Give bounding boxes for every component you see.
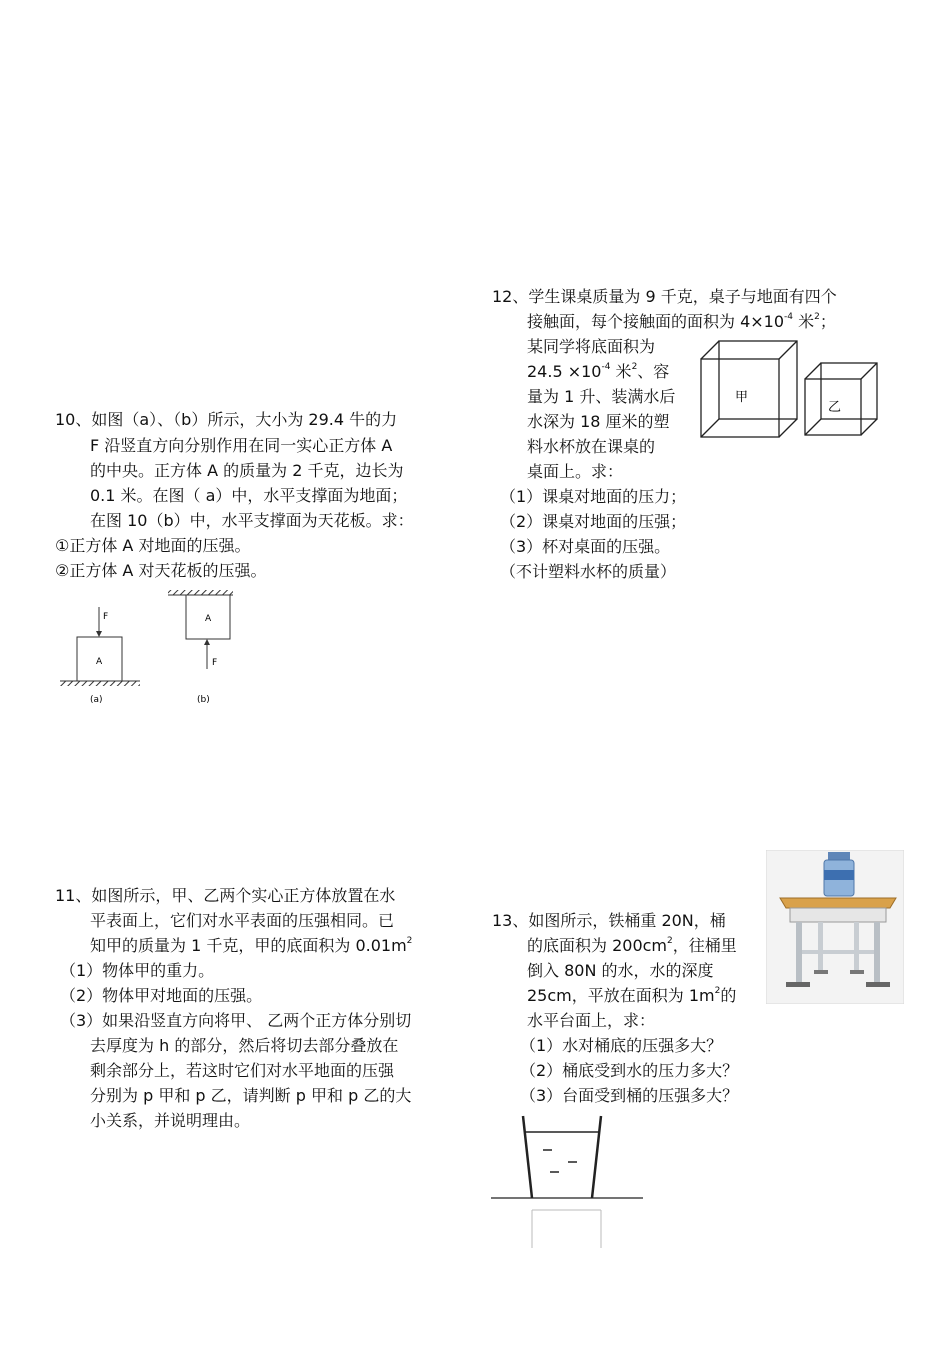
q12-line-9: （1）课桌对地面的压力；: [500, 487, 687, 506]
q12-line-1: 12、学生课桌质量为 9 千克，桌子与地面有四个: [492, 287, 837, 306]
q11-line-1: 11、如图所示，甲、乙两个实心正方体放置在水: [55, 886, 396, 905]
arrow-head-up: [204, 639, 210, 645]
q12-cubes-figure: [695, 335, 885, 445]
q11-line-6: （3）如果沿竖直方向将甲、 乙两个正方体分别切: [60, 1011, 412, 1030]
q10-figure: [55, 585, 255, 710]
q11-line-4: （1）物体甲的重力。: [60, 961, 215, 980]
q10-line-4: 0.1 米。在图（ a）中，水平支撑面为地面；: [90, 486, 408, 505]
label-a-a: A: [96, 657, 103, 667]
caption-a: (a): [90, 695, 103, 705]
q12-line-6: 水深为 18 厘米的塑: [527, 412, 670, 431]
arrow-head-down: [96, 631, 102, 637]
q10-line-3: 的中央。正方体 A 的质量为 2 千克，边长为: [90, 461, 404, 480]
q13-line-2: 的底面积为 $200cm^2$，往桶里: [527, 936, 737, 955]
q12-line-10: （2）课桌对地面的压强；: [500, 512, 687, 531]
q11-line-9: 分别为 p 甲和 p 乙，请判断 p 甲和 p 乙的大: [90, 1086, 412, 1105]
q13-line-5: 水平台面上，求：: [527, 1011, 656, 1030]
q10-line-5: 在图 10（b）中，水平支撑面为天花板。求：: [90, 511, 414, 530]
q10-line-7: ②正方体 A 对天花板的压强。: [55, 561, 267, 580]
q10-line-6: ①正方体 A 对地面的压强。: [55, 536, 251, 555]
q10-line-1: 10、如图（a）、（b）所示，大小为 29.4 牛的力: [55, 410, 398, 429]
q11-line-5: （2）物体甲对地面的压强。: [60, 986, 263, 1005]
q12-line-3: 某同学将底面积为: [527, 337, 656, 356]
q13-line-3: 倒入 80N 的水，水的深度: [527, 961, 714, 980]
bucket-left-wall: [523, 1116, 532, 1198]
q13-line-7: （2）桶底受到水的压力多大？: [520, 1061, 739, 1080]
q11-line-10: 小关系，并说明理由。: [90, 1111, 251, 1130]
q11-line-7: 去厚度为 h 的部分，然后将切去部分叠放在: [90, 1036, 399, 1055]
bucket-right-wall: [592, 1116, 601, 1198]
cube-yi: [805, 363, 877, 435]
q12-line-4: $24.5 \times 10^{-4}$ 米$^2$、容: [527, 362, 670, 381]
q11-line-3: 知甲的质量为 1 千克，甲的底面积为 $0.01m^2$: [90, 936, 413, 955]
label-a-b: A: [205, 614, 212, 624]
q13-line-6: （1）水对桶底的压强多大？: [520, 1036, 723, 1055]
q10-line-2: F 沿竖直方向分别作用在同一实心正方体 A: [90, 436, 393, 455]
q13-line-4: 25cm，平放在面积为 $1m^2$的: [527, 986, 737, 1005]
q10-figure-b: [168, 590, 233, 705]
cube-jia: [701, 341, 797, 437]
q12-line-11: （3）杯对桌面的压强。: [500, 537, 671, 556]
cube-yi-label: 乙: [828, 400, 842, 415]
q13-line-8: （3）台面受到桶的压强多大？: [520, 1086, 739, 1105]
q12-line-8: 桌面上。求：: [527, 462, 624, 481]
q13-line-1: 13、如图所示，铁桶重 20N，桶: [492, 911, 726, 930]
q11-line-8: 剩余部分上，若这时它们对水平地面的压强: [90, 1061, 395, 1080]
desk-with-bottle-photo: [766, 850, 904, 1004]
q10-figure-a: [60, 607, 140, 705]
ground-hatch: [60, 681, 140, 686]
ceiling-hatch: [168, 590, 233, 595]
label-f-a: F: [103, 612, 109, 622]
cube-jia-label: 甲: [735, 390, 749, 405]
label-f-b: F: [212, 658, 218, 668]
q11-line-2: 平表面上，它们对水平表面的压强相同。已: [90, 911, 395, 930]
q12-line-12: （不计塑料水杯的质量）: [500, 562, 677, 581]
bucket-diagram: [488, 1110, 648, 1250]
q12-line-2: 接触面，每个接触面的面积为 $4\times 10^{-4}$ 米$^2$；: [527, 312, 836, 331]
q12-line-5: 量为 1 升、装满水后: [527, 387, 676, 406]
q12-line-7: 料水杯放在课桌的: [527, 437, 656, 456]
caption-b: (b): [197, 695, 210, 705]
